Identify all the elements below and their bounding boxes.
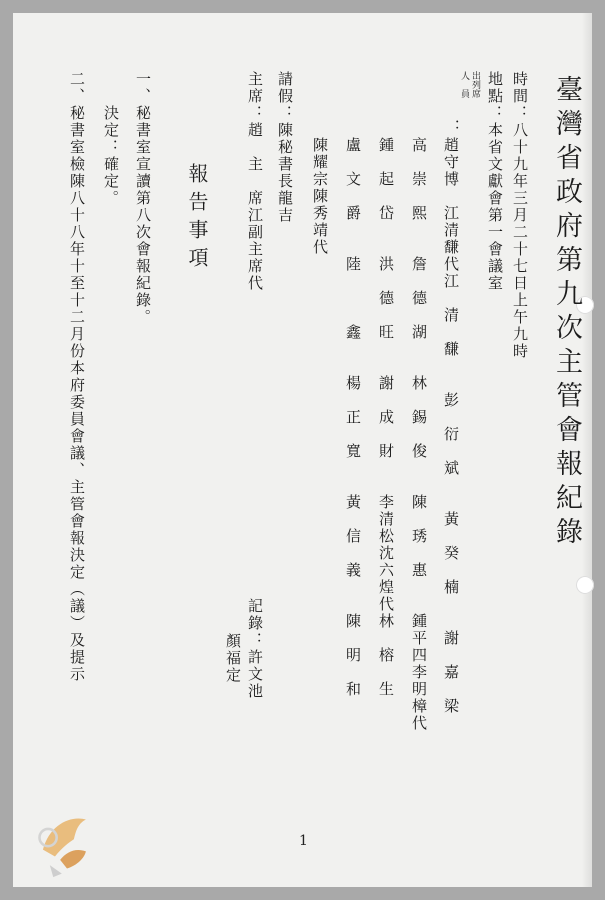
attendees-colon: ： bbox=[444, 119, 462, 136]
attendees-column-4: 盧 文 爵 陸 鑫 楊 正 寬 黃 信 義 陳 明 和 bbox=[344, 137, 362, 698]
recorder-label: 記錄：許文池 bbox=[246, 598, 264, 700]
taiwan-library-logo-icon bbox=[24, 798, 110, 884]
attendees-column-5: 陳耀宗陳秀靖代 bbox=[311, 137, 329, 256]
attendees-label-2: 人 員 bbox=[459, 71, 469, 98]
attendees-column-1: 趙守博 江清馦代江 清 馦 彭 衍 斌 黃 癸 楠 謝 嘉 梁 bbox=[442, 137, 460, 715]
section-heading: 報告事項 bbox=[185, 163, 209, 275]
attendees-label-1: 出列席 bbox=[470, 71, 480, 98]
chairperson: 主席：趙 主 席江副主席代 bbox=[246, 71, 264, 292]
document-page bbox=[13, 13, 592, 887]
leave-of-absence: 請假：陳秘書長龍吉 bbox=[276, 71, 294, 224]
meeting-place: 地點：本省文獻會第一會議室 bbox=[486, 71, 504, 292]
punch-hole-bottom bbox=[576, 576, 594, 594]
document-title: 臺灣省政府第九次主管會報紀錄 bbox=[551, 75, 582, 551]
item-2: 二、秘書室檢陳八十八年十至十二月份本府委員會議、主管會報決定（議）及提示 bbox=[68, 71, 86, 683]
attendees-column-2: 高 崇 熙 詹 德 湖 林 錫 俊 陳 琇 惠 鍾平四李明樟代 bbox=[410, 137, 428, 732]
meeting-time: 時間：八十九年三月二十七日上午九時 bbox=[511, 71, 529, 360]
recorder-name-2: 顏福定 bbox=[224, 633, 242, 684]
item-1: 一、秘書室宣讀第八次會報紀錄。 bbox=[134, 71, 152, 326]
attendees-column-3: 鍾 起 岱 洪 德 旺 謝 成 財 李清松沈六煌代林 榕 生 bbox=[377, 137, 395, 698]
page-number: 1 bbox=[299, 833, 308, 849]
item-1-decision: 決定：確定。 bbox=[102, 105, 120, 207]
